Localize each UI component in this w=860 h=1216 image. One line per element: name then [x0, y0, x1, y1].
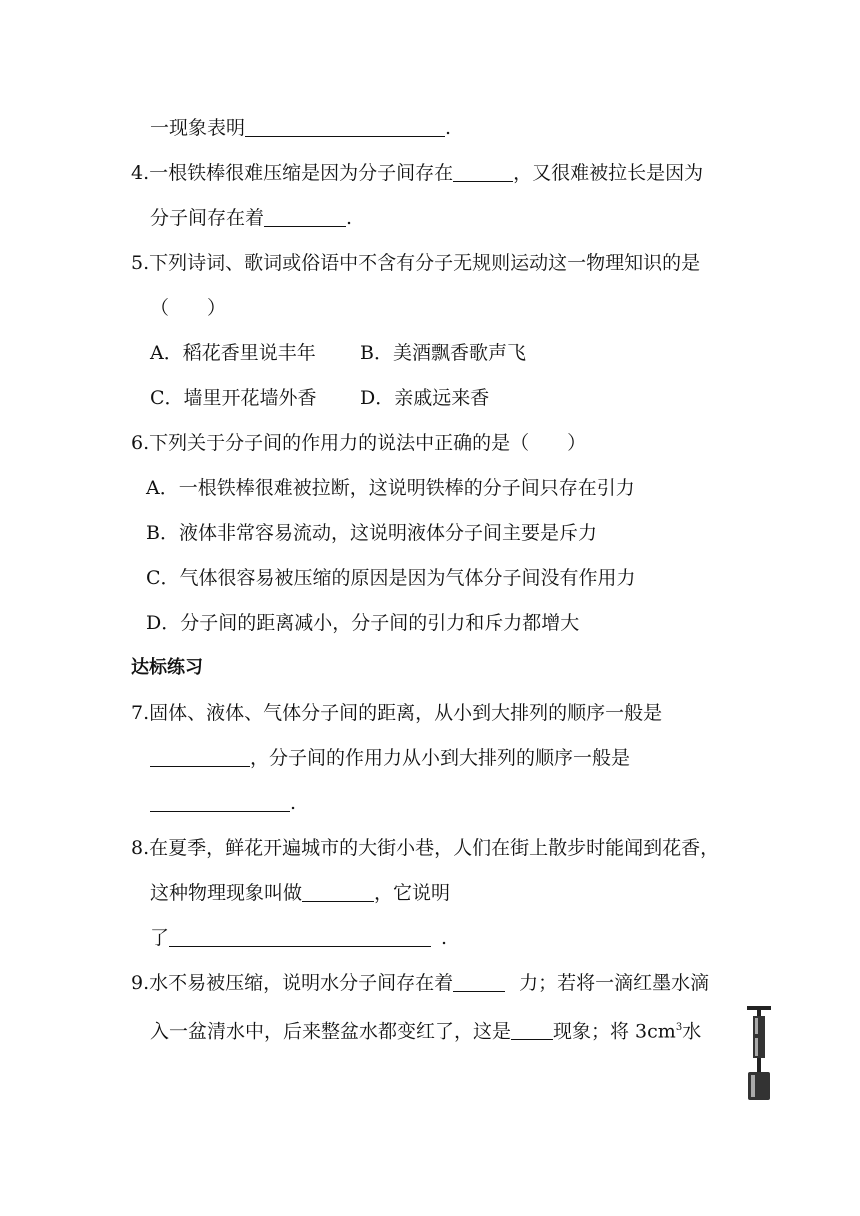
option-a[interactable]: A．稻花香里说丰年 — [150, 342, 316, 364]
question-6-option-d[interactable]: D．分子间的距离减小，分子间的引力和斥力都增大 — [146, 612, 580, 634]
option-d[interactable]: D．亲戚远来香 — [360, 387, 490, 409]
answer-blank[interactable] — [169, 926, 431, 947]
question-7-line-1: 7.固体、液体、气体分子间的距离，从小到大排列的顺序一般是 — [131, 702, 663, 724]
question-6-option-b[interactable]: B．液体非常容易流动，这说明液体分子间主要是斥力 — [146, 522, 597, 544]
question-7-line-3: . — [150, 789, 296, 817]
question-5-options-cd — [150, 384, 490, 412]
answer-blank[interactable] — [511, 1019, 553, 1040]
option-c[interactable]: C．墙里开花墙外香 — [150, 387, 317, 409]
question-7-line-2: ，分子间的作用力从小到大排列的顺序一般是 — [150, 744, 630, 772]
question-5: 5.下列诗词、歌词或俗语中不含有分子无规则运动这一物理知识的是 — [131, 252, 701, 274]
question-6: 6.下列关于分子间的作用力的说法中正确的是（ ） — [131, 432, 587, 454]
answer-blank[interactable] — [150, 746, 250, 767]
answer-blank[interactable] — [264, 206, 346, 227]
answer-blank[interactable] — [245, 116, 445, 137]
answer-blank[interactable] — [150, 791, 290, 812]
question-8-line-3: 了 . — [150, 927, 448, 949]
question-9-line-1: 9.水不易被压缩，说明水分子间存在着 力；若将一滴红墨水滴 — [131, 972, 710, 994]
line-1: 一现象表明 . — [150, 117, 452, 139]
question-4-line-1: 4.一根铁棒很难压缩是因为分子间存在 ，又很难被拉长是因为 — [131, 162, 704, 184]
question-8-line-1: 8.在夏季，鲜花开遍城市的大街小巷，人们在街上散步时能闻到花香， — [131, 837, 720, 859]
question-6-option-a[interactable]: A．一根铁棒很难被拉断，这说明铁棒的分子间只存在引力 — [146, 477, 635, 499]
question-8-line-2: 这种物理现象叫做 ，它说明 — [150, 882, 451, 904]
answer-blank[interactable] — [453, 161, 513, 182]
question-5-options-ab — [150, 339, 526, 367]
option-b[interactable]: B．美酒飘香歌声飞 — [360, 342, 526, 364]
question-4-line-2: 分子间存在着 . — [150, 207, 353, 229]
lead-cylinders-figure — [744, 1006, 774, 1102]
question-5-parentheses: （ ） — [150, 297, 227, 319]
answer-blank[interactable] — [453, 971, 505, 992]
answer-blank[interactable] — [302, 881, 374, 902]
question-6-option-c[interactable]: C．气体很容易被压缩的原因是因为气体分子间没有作用力 — [146, 567, 636, 589]
section-heading: 达标练习 — [131, 657, 203, 678]
question-9-line-2: 入一盆清水中，后来整盆水都变红了，这是 现象；将 $3cm^3$水 — [150, 1020, 702, 1043]
